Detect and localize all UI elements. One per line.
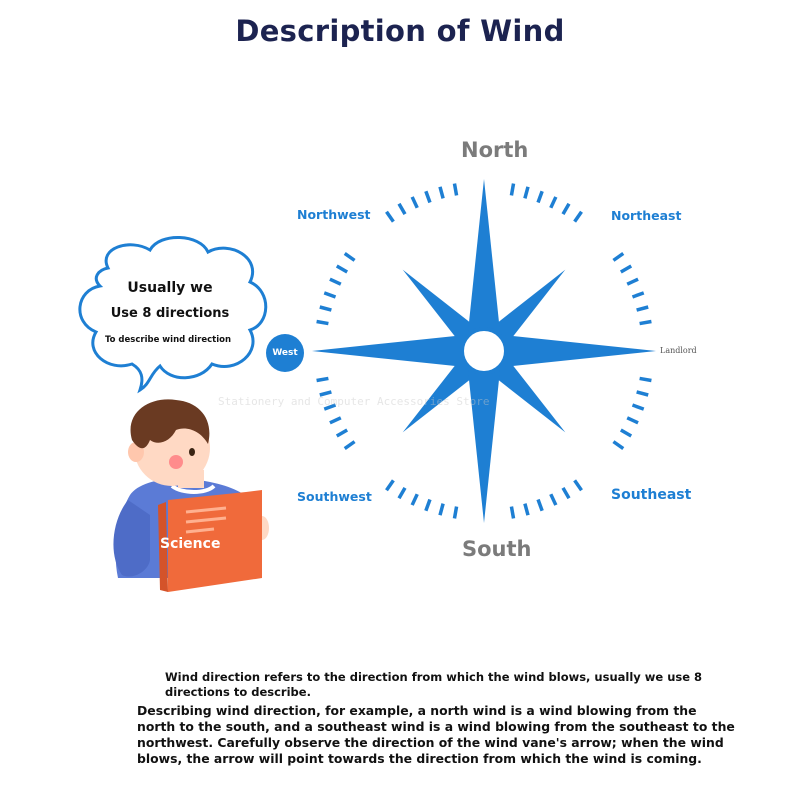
boy-figure <box>113 399 269 592</box>
label-south: South <box>462 537 532 561</box>
label-east: Landlord <box>660 346 697 355</box>
watermark: Stationery and Computer Accessories Store <box>218 395 490 408</box>
intro-paragraph: Wind direction refers to the direction from which the wind blows, usually we use 8 directions to describe. <box>165 670 703 699</box>
book-label: Science <box>160 536 221 552</box>
bubble-line-3: To describe wind direction <box>104 335 232 345</box>
bubble-line-2: Use 8 directions <box>110 306 230 321</box>
bubble-line-1: Usually we <box>127 280 213 296</box>
label-southeast: Southeast <box>611 487 692 503</box>
label-northwest: Northwest <box>297 207 371 222</box>
label-north: North <box>461 138 529 162</box>
body-paragraph: Describing wind direction, for example, a north wind is a wind blowing from the north to the south, and a southeast wind is a wind blowing from the southeast to the northwest. Carefully observe the direction of the wind vane's arrow; when the wind blows, the arrow will point towards the direction from which the wind is coming. <box>137 703 735 766</box>
label-northeast: Northeast <box>611 208 682 223</box>
page-title: Description of Wind <box>235 14 565 48</box>
label-west: West <box>272 348 298 358</box>
label-southwest: Southwest <box>297 489 372 504</box>
